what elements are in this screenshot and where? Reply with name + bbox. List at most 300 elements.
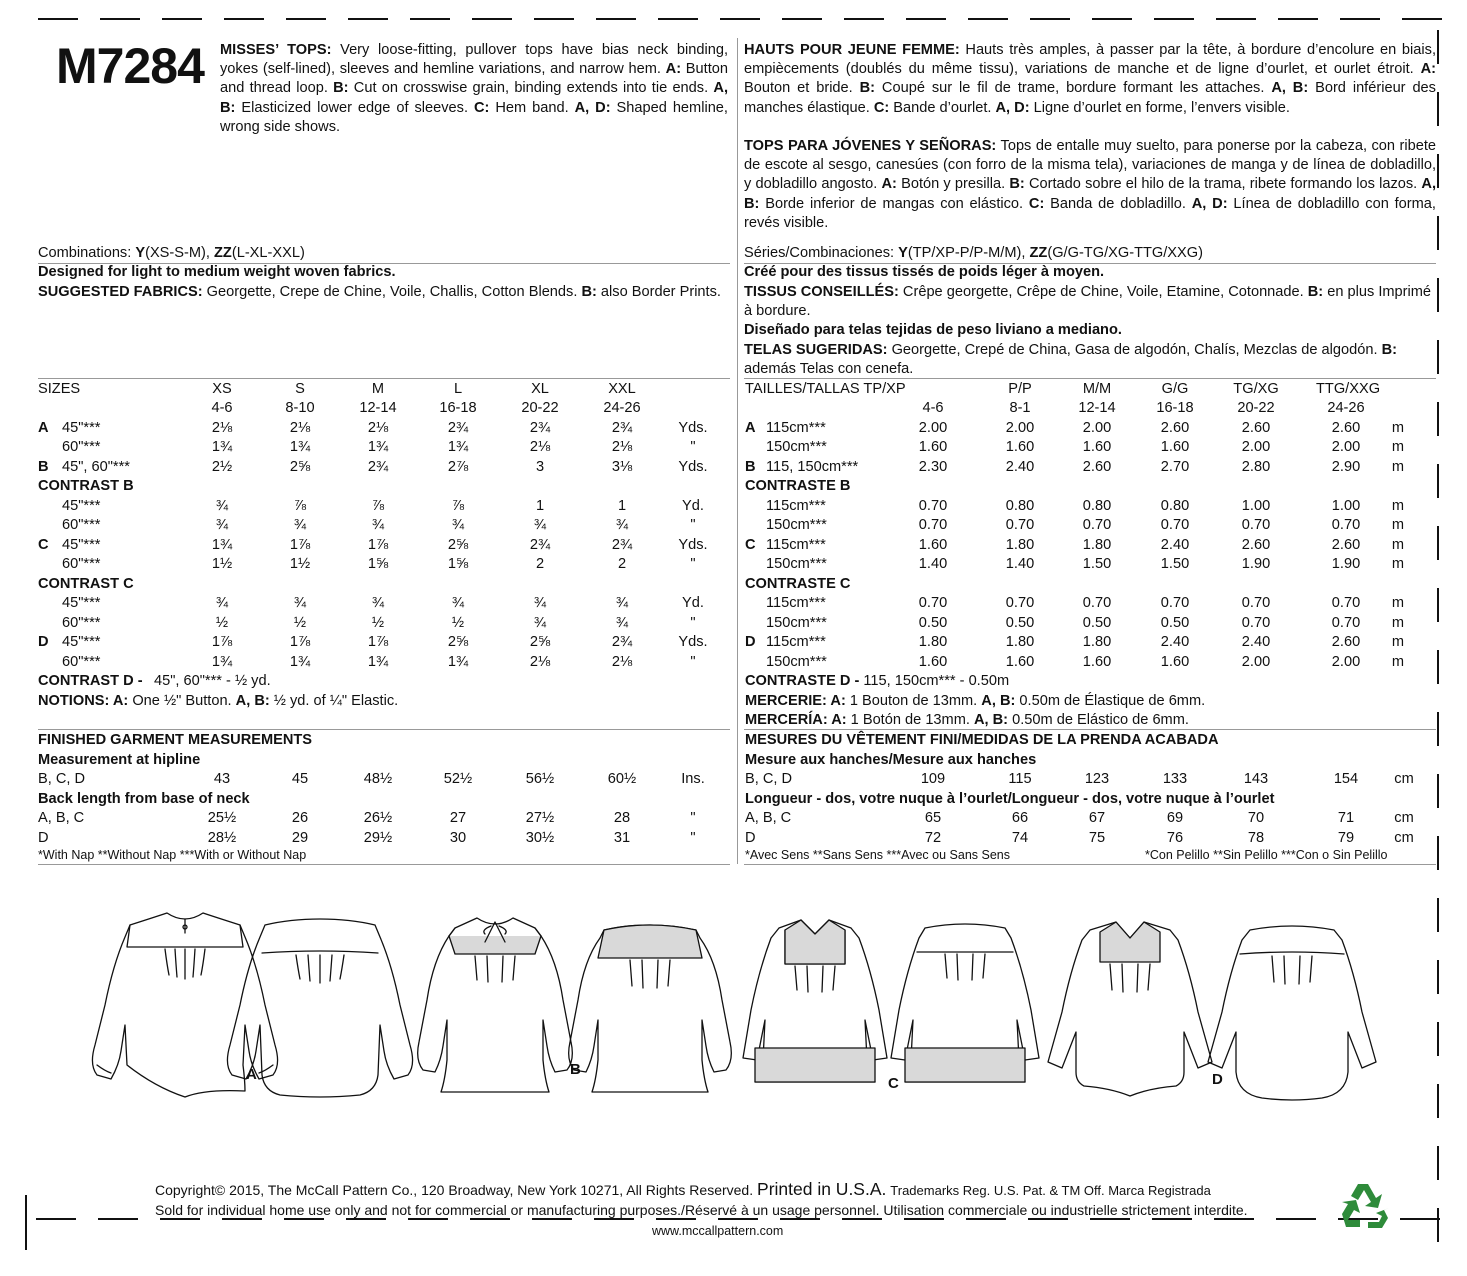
yardage-value: ¾ xyxy=(451,517,465,533)
fabric-width: 115cm*** xyxy=(766,595,826,611)
fabric-width: 150cm*** xyxy=(766,439,827,455)
size-heading: G/G xyxy=(1161,381,1189,397)
measurement-value: 28½ xyxy=(207,829,237,846)
view-d-back xyxy=(1208,926,1376,1100)
yardage-value: ¾ xyxy=(215,595,229,611)
bold-run: ZZ xyxy=(1029,245,1048,261)
fabric-width: 60"*** xyxy=(62,439,101,455)
bold-run: B: xyxy=(1307,284,1324,300)
views-label: B, C, D xyxy=(38,771,86,787)
size-range: 4-6 xyxy=(922,400,944,416)
size-heading: M xyxy=(371,381,385,397)
yardage-value: 1½ xyxy=(289,556,311,572)
measurement-value: 66 xyxy=(1011,810,1029,826)
yardage-value: 2.00 xyxy=(1241,439,1271,455)
yardage-value: 0.50 xyxy=(1160,614,1190,631)
text-run: Coupé sur le fil de trame, bordure formant les attaches. xyxy=(875,80,1272,97)
text-run: (XS-S-M), xyxy=(145,245,214,261)
measurement-value: 74 xyxy=(1011,829,1029,846)
bold-run: CONTRASTE D - xyxy=(745,673,860,689)
yardage-value: 0.50 xyxy=(918,614,948,631)
fabric-width: 115cm*** xyxy=(766,634,826,650)
yardage-value: 2.70 xyxy=(1160,458,1190,475)
yardage-value: 1⅝ xyxy=(447,556,469,572)
yardage-value: 2.60 xyxy=(1331,419,1361,436)
contrast-heading: CONTRASTE C xyxy=(745,575,851,592)
yardage-value: 1¾ xyxy=(367,653,389,670)
yardage-value: 0.50 xyxy=(1082,614,1112,631)
yardage-value: 2⅝ xyxy=(447,536,469,553)
text-run: Elasticized lower edge of sleeves. xyxy=(235,99,474,116)
view-letter: C xyxy=(38,536,49,553)
size-range: 24-26 xyxy=(1327,400,1365,416)
view-c-front xyxy=(743,920,887,1082)
unit: Yds. xyxy=(678,419,708,436)
text-run: Button and thread loop. xyxy=(220,61,728,97)
text-run: (G/G-TG/XG-TTG/XXG) xyxy=(1047,245,1203,261)
yardage-value: ¾ xyxy=(293,517,307,533)
measurement-value: 30½ xyxy=(525,829,555,846)
yardage-value: ¾ xyxy=(293,595,307,611)
text-run: Combinations: xyxy=(38,245,136,261)
yardage-value: 2⅛ xyxy=(529,439,551,455)
views-label: A, B, C xyxy=(38,810,85,826)
text-run: 0.50m de Élastique de 6mm. xyxy=(1015,692,1206,709)
yardage-value: 1¾ xyxy=(211,653,233,670)
yardage-value: 1⅞ xyxy=(289,634,311,650)
text-run: Crêpe georgette, Crêpe de Chine, Voile, Etamine, Cotonnade. xyxy=(898,284,1308,300)
text-run: Bande d’ourlet. xyxy=(889,99,996,116)
text-run: Very loose-fitting, pullover tops have bias neck binding, yokes (self-lined), sleeves and hemline variations, and narrow hem. xyxy=(220,42,728,78)
yardage-value: 2.00 xyxy=(1331,439,1361,455)
yardage-value: 1.90 xyxy=(1241,556,1271,572)
view-label-d: D xyxy=(1212,1071,1223,1088)
recycle-icon xyxy=(1338,1180,1392,1230)
yardage-value: 0.70 xyxy=(1005,517,1035,533)
yardage-value: 1.80 xyxy=(1005,536,1035,553)
yardage-value: ¾ xyxy=(371,517,385,533)
text-run: Bord inférieur des manches élastique. xyxy=(744,80,1436,116)
measurement-value: 56½ xyxy=(525,771,555,787)
yardage-value: ¾ xyxy=(215,497,229,514)
view-letter: D xyxy=(38,634,49,650)
measurement-value: 65 xyxy=(924,810,942,826)
bold-run: TELAS SUGERIDAS: xyxy=(744,342,888,358)
measurement-value: 60½ xyxy=(607,771,637,787)
yardage-value: 1.90 xyxy=(1331,556,1361,572)
text-run: also Border Prints. xyxy=(596,284,721,300)
yardage-value: 1.50 xyxy=(1160,556,1190,572)
yardage-value: 0.70 xyxy=(1241,614,1271,631)
bold-run: A, D: xyxy=(574,99,611,116)
unit: Yd. xyxy=(682,595,704,611)
fabric-width: 150cm*** xyxy=(766,614,827,631)
size-range: 12-14 xyxy=(359,400,397,416)
bold-run: C: xyxy=(873,99,890,116)
yardage-value: ½ xyxy=(451,614,465,631)
measurement-value: 76 xyxy=(1166,829,1184,846)
measurement-value: 52½ xyxy=(443,771,473,787)
bold-run: Y xyxy=(135,245,146,261)
yardage-value: 1 xyxy=(535,497,545,514)
yardage-value: ½ xyxy=(293,614,307,631)
copyright: Copyright© 2015, The McCall Pattern Co., 120 Broadway, New York 10271, All Rights Reserved. xyxy=(155,1182,754,1198)
yardage-value: 2.40 xyxy=(1241,634,1271,650)
unit: Yds. xyxy=(678,536,708,553)
bold-run: A: xyxy=(881,176,897,193)
unit: " xyxy=(690,517,696,533)
yardage-value: 0.70 xyxy=(1082,517,1112,533)
yardage-value: 0.70 xyxy=(1241,595,1271,611)
yardage-value: 2¾ xyxy=(611,634,633,650)
text-run: ½ yd. of ¼" Elastic. xyxy=(269,692,399,709)
text-run: Hem band. xyxy=(489,99,575,116)
unit: m xyxy=(1391,653,1405,670)
size-heading: XS xyxy=(212,381,232,397)
view-letter: B xyxy=(745,458,756,475)
fabric-width: 115cm*** xyxy=(766,536,826,553)
fabric-width: 45"*** xyxy=(62,497,101,514)
text-run: (TP/XP-P/P-M/M), xyxy=(907,245,1030,261)
text-run: Shaped hemline, wrong side shows. xyxy=(220,99,728,135)
measurement-value: 67 xyxy=(1088,810,1106,826)
text-run: Ligne d’ourlet en forme, l’envers visible. xyxy=(1029,99,1290,116)
bold-run: A, D: xyxy=(1191,195,1228,212)
yardage-value: 0.50 xyxy=(1005,614,1035,631)
yardage-value: 2.90 xyxy=(1331,458,1361,475)
yardage-value: ½ xyxy=(215,614,229,631)
measurement-value: 25½ xyxy=(207,810,237,826)
unit: " xyxy=(690,810,696,826)
yardage-value: 2.60 xyxy=(1241,536,1271,553)
bold-run: C: xyxy=(1028,195,1045,212)
bold-run: NOTIONS: A: xyxy=(38,692,129,709)
back-length-title: Back length from base of neck xyxy=(38,790,250,807)
size-heading: S xyxy=(295,381,305,397)
text-run: Cut on crosswise grain, binding extends into tie ends. xyxy=(348,80,714,97)
nap-note-fr: *Avec Sens **Sans Sens ***Avec ou Sans Sens xyxy=(745,848,1010,862)
yardage-value: 0.70 xyxy=(918,497,948,514)
measurement-value: 115 xyxy=(1008,771,1032,787)
yardage-value: 2.40 xyxy=(1005,458,1035,475)
yardage-value: 2¾ xyxy=(367,458,389,475)
measurement-value: 154 xyxy=(1333,771,1359,787)
size-heading: TG/XG xyxy=(1233,381,1279,397)
yardage-value: 0.80 xyxy=(1160,497,1190,514)
unit: cm xyxy=(1394,771,1414,787)
views-label: A, B, C xyxy=(745,810,792,826)
fabric-width: 45"*** xyxy=(62,634,101,650)
yardage-value: 0.70 xyxy=(1082,595,1112,611)
yardage-value: 3⅛ xyxy=(611,458,633,475)
view-label-b: B xyxy=(570,1061,581,1078)
bold-run: A: xyxy=(1420,61,1436,78)
yardage-value: 2.00 xyxy=(918,419,948,436)
size-range: 16-18 xyxy=(439,400,477,416)
fabric-width: 45"*** xyxy=(62,595,101,611)
fabric-width: 115cm*** xyxy=(766,419,826,436)
footer-sold: Sold for individual home use only and not for commercial or manufacturing purposes./Réservé à un usage personnel. Utilisation commerciale ou industrielle strictement interdite. xyxy=(155,1202,1248,1218)
finished-title: FINISHED GARMENT MEASUREMENTS xyxy=(38,732,313,748)
fabric-width: 150cm*** xyxy=(766,556,827,572)
measurement-value: 31 xyxy=(613,829,631,846)
views-label: D xyxy=(38,829,49,846)
nap-note: *With Nap **Without Nap ***With or Without Nap xyxy=(38,848,307,862)
unit: m xyxy=(1391,536,1405,553)
bold-run: ZZ xyxy=(214,245,232,261)
fabric-width: 115cm*** xyxy=(766,497,826,514)
yardage-value: ¾ xyxy=(451,595,465,611)
unit: m xyxy=(1391,634,1405,650)
bold-run: MERCERÍA: A: xyxy=(745,712,847,728)
measurement-value: 143 xyxy=(1243,771,1269,787)
size-heading: M/M xyxy=(1082,381,1112,397)
size-heading: TTG/XXG xyxy=(1316,381,1381,397)
yardage-value: ⅞ xyxy=(371,497,385,514)
measurement-value: 79 xyxy=(1337,829,1355,846)
bold-run: A, B: xyxy=(981,692,1016,709)
bold-run: A, D: xyxy=(995,99,1030,116)
footer-line-1 xyxy=(155,1180,1211,1200)
measurement-value: 71 xyxy=(1337,810,1355,826)
bold-run: B: xyxy=(581,284,597,300)
yardage-value: 2.60 xyxy=(1082,458,1112,475)
yardage-value: ¾ xyxy=(533,614,547,631)
size-range: 4-6 xyxy=(211,400,233,416)
unit: m xyxy=(1391,517,1405,533)
designed-fr: Créé pour des tissus tissés de poids léger à moyen. xyxy=(744,264,1105,280)
view-letter: D xyxy=(745,634,756,650)
size-heading: P/P xyxy=(1008,381,1032,397)
measurement-value: 78 xyxy=(1247,829,1265,846)
yardage-value: 2⅛ xyxy=(211,419,233,436)
bold-run: B: xyxy=(1381,342,1397,358)
size-range: 12-14 xyxy=(1078,400,1116,416)
text-run: Banda de dobladillo. xyxy=(1044,195,1192,212)
text-run: Georgette, Crepé de China, Gasa de algodón, Chalís, Mezclas de algodón. xyxy=(887,342,1382,358)
measurement-value: 29 xyxy=(291,829,309,846)
designed-es: Diseñado para telas tejidas de peso liviano a mediano. xyxy=(744,322,1122,338)
contrast-heading: CONTRAST D - xyxy=(38,673,143,689)
text-run: en plus Imprimé à bordure. xyxy=(744,284,1432,320)
unit: m xyxy=(1391,614,1405,631)
unit: m xyxy=(1391,419,1405,436)
yardage-value: 1¾ xyxy=(447,439,469,455)
bold-run: A, B: xyxy=(744,176,1436,212)
yardage-value: 2.00 xyxy=(1082,419,1112,436)
text-run: Georgette, Crepe de Chine, Voile, Challis, Cotton Blends. xyxy=(202,284,582,300)
view-d-front xyxy=(1048,922,1212,1096)
yardage-value: 2¾ xyxy=(611,419,633,436)
size-range: 8-1 xyxy=(1009,400,1031,416)
yardage-value: 1⅞ xyxy=(211,634,233,650)
yardage-value: 1¾ xyxy=(211,536,233,553)
view-letter: A xyxy=(38,419,49,436)
size-heading: L xyxy=(453,381,463,397)
text-run: (L-XL-XXL) xyxy=(231,245,305,261)
yardage-value: 2 xyxy=(617,556,627,572)
measurement-value: 28 xyxy=(613,810,631,826)
yardage-value: ¾ xyxy=(615,517,629,533)
yardage-value: 2.00 xyxy=(1005,419,1035,436)
yardage-value: 1⅞ xyxy=(367,634,389,650)
yardage-value: 2.00 xyxy=(1331,653,1361,670)
yardage-value: 1⅞ xyxy=(367,536,389,553)
yardage-value: ¾ xyxy=(615,614,629,631)
yardage-value: 1.60 xyxy=(918,439,948,455)
bold-run: TISSUS CONSEILLÉS: xyxy=(744,284,899,300)
yardage-value: ¾ xyxy=(615,595,629,611)
yardage-value: 2¾ xyxy=(447,419,469,436)
trademarks: Trademarks Reg. U.S. Pat. & TM Off. Marca Registrada xyxy=(890,1183,1211,1198)
text-run: Cortado sobre el hilo de la trama, ribete formando los lazos. xyxy=(1024,176,1422,193)
yardage-value: ¾ xyxy=(371,595,385,611)
unit: " xyxy=(690,556,696,572)
yardage-value: 2¾ xyxy=(611,536,633,553)
yardage-value: 1¾ xyxy=(447,653,469,670)
view-b-back xyxy=(569,925,732,1092)
size-range: 24-26 xyxy=(603,400,641,416)
text-run: 1 Botón de 13mm. xyxy=(846,712,974,728)
yardage-value: 1½ xyxy=(211,556,233,572)
yardage-value: 0.70 xyxy=(1160,595,1190,611)
unit: m xyxy=(1391,439,1405,455)
yardage-value: 2 xyxy=(535,556,545,572)
unit: " xyxy=(690,614,696,631)
size-heading: XXL xyxy=(608,381,636,397)
text-run: 0.50m de Elástico de 6mm. xyxy=(1008,712,1189,728)
size-heading: XL xyxy=(531,381,549,397)
yardage-value: 0.70 xyxy=(1331,517,1361,533)
unit: " xyxy=(690,439,696,455)
measurement-value: 26½ xyxy=(363,810,393,826)
bold-run: A, B: xyxy=(1271,80,1309,97)
view-label-c: C xyxy=(888,1075,899,1092)
bold-run: A, B: xyxy=(973,712,1009,728)
yardage-value: 0.70 xyxy=(1005,595,1035,611)
yardage-value: 1¾ xyxy=(211,439,233,455)
yardage-value: 2⅛ xyxy=(611,653,633,670)
view-c-back xyxy=(891,924,1039,1082)
text-run: Bouton et bride. xyxy=(744,80,860,97)
yardage-value: 2⅛ xyxy=(289,419,311,436)
view-letter: A xyxy=(745,419,756,436)
yardage-value: 1.60 xyxy=(1082,653,1112,670)
size-range: 20-22 xyxy=(1237,400,1275,416)
contrast-heading: CONTRAST B xyxy=(38,478,134,494)
sizes-label: SIZES xyxy=(38,381,81,397)
yardage-value: 1.00 xyxy=(1241,497,1271,514)
yardage-value: 2⅝ xyxy=(447,634,469,650)
text-run: 1 Bouton de 13mm. xyxy=(845,692,982,709)
yardage-value: 0.70 xyxy=(1241,517,1271,533)
yardage-value: 3 xyxy=(535,458,545,475)
measurement-value: 30 xyxy=(449,829,467,846)
measurement-value: 75 xyxy=(1088,829,1106,846)
fabric-width: 60"*** xyxy=(62,653,101,670)
views-label: B, C, D xyxy=(745,771,793,787)
yardage-value: 2.60 xyxy=(1160,419,1190,436)
yardage-value: ½ xyxy=(371,614,385,631)
size-range: 16-18 xyxy=(1156,400,1194,416)
bold-run: Y xyxy=(898,245,908,261)
yardage-value: 1.60 xyxy=(918,536,948,553)
yardage-value: 0.70 xyxy=(918,595,948,611)
yardage-value: 0.80 xyxy=(1082,497,1112,514)
measurement-value: 27 xyxy=(449,810,467,826)
yardage-value: 0.70 xyxy=(1331,595,1361,611)
text-run: Borde inferior de mangas con elástico. xyxy=(759,195,1029,212)
yardage-value: 2.80 xyxy=(1241,458,1271,475)
text-run: Línea de dobladillo con forma, revés visible. xyxy=(744,195,1436,231)
unit: Ins. xyxy=(681,771,705,787)
yardage-value: 2.40 xyxy=(1160,634,1190,650)
bold-run: SUGGESTED FABRICS: xyxy=(38,284,203,300)
yardage-value: 0.70 xyxy=(1160,517,1190,533)
unit: m xyxy=(1391,458,1405,475)
bold-run: A: xyxy=(665,61,682,78)
yardage-value: ⅞ xyxy=(451,497,465,514)
yardage-value: ¾ xyxy=(533,517,547,533)
yardage-value: 1.60 xyxy=(1082,439,1112,455)
sizes-label: TAILLES/TALLAS TP/XP xyxy=(745,381,906,397)
yardage-value: 1.60 xyxy=(1160,439,1190,455)
contrast-d-value: 45", 60"*** - ½ yd. xyxy=(154,673,271,689)
text-run: Hauts très amples, à passer par la tête, à bordure d’encolure en biais, empiècements (doublés du même tissu), variations de manche et de ligne d’ourlet, et ourlet étroit. xyxy=(744,42,1437,78)
yardage-value: 1.40 xyxy=(1005,556,1035,572)
unit: m xyxy=(1391,497,1405,514)
view-b-front xyxy=(418,918,573,1092)
fabric-width: 45"*** xyxy=(62,536,101,553)
footer-url: www.mccallpattern.com xyxy=(652,1224,784,1238)
bold-run: B: xyxy=(333,80,349,97)
yardage-value: ⅞ xyxy=(293,497,307,514)
yardage-value: 1⅞ xyxy=(289,536,311,553)
yardage-value: 1.80 xyxy=(1005,634,1035,650)
fabric-width: 150cm*** xyxy=(766,517,827,533)
unit: " xyxy=(690,829,696,846)
measurement-value: 48½ xyxy=(363,771,393,787)
yardage-value: ¾ xyxy=(215,517,229,533)
yardage-value: 1.80 xyxy=(1082,536,1112,553)
hipline-title: Measurement at hipline xyxy=(38,751,201,768)
unit: Yd. xyxy=(682,497,704,514)
yardage-value: 1.60 xyxy=(1160,653,1190,670)
bold-run: C: xyxy=(473,99,490,116)
views-label: D xyxy=(745,829,756,846)
yardage-value: 1.60 xyxy=(1005,653,1035,670)
yardage-value: 2.40 xyxy=(1160,536,1190,553)
bold-run: A, B: xyxy=(220,80,728,116)
measurement-value: 69 xyxy=(1166,810,1184,826)
yardage-value: 1¾ xyxy=(289,439,311,455)
yardage-value: 1.40 xyxy=(918,556,948,572)
yardage-value: 1⅝ xyxy=(367,556,389,572)
unit: m xyxy=(1391,595,1405,611)
measurement-value: 27½ xyxy=(525,810,555,826)
yardage-value: 1 xyxy=(617,497,627,514)
back-length-title: Longueur - dos, votre nuque à l’ourlet/Longueur - dos, votre nuque à l’ourlet xyxy=(745,790,1275,807)
hipline-title: Mesure aux hanches/Mesure aux hanches xyxy=(745,751,1037,768)
view-letter: C xyxy=(745,536,756,553)
measurement-value: 72 xyxy=(924,829,942,846)
yardage-value: 2.30 xyxy=(918,458,948,475)
yardage-value: 2.60 xyxy=(1331,536,1361,553)
bold-run: HAUTS POUR JEUNE FEMME: xyxy=(744,42,960,58)
measurement-value: 26 xyxy=(291,810,309,826)
nap-note-es: *Con Pelillo **Sin Pelillo ***Con o Sin Pelillo xyxy=(1145,848,1388,862)
text-run: Séries/Combinaciones: xyxy=(744,245,899,261)
